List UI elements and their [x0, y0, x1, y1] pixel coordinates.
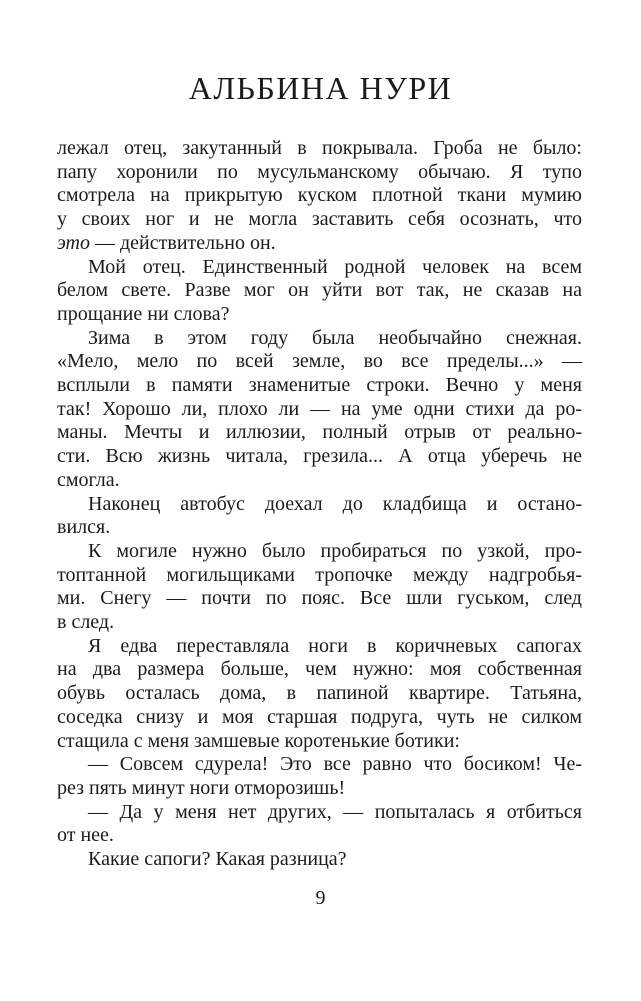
text-line: топтанной могильщиками тропочке между надгробья-: [57, 563, 582, 586]
text-line: всплыли в памяти знаменитые строки. Вечно у меня: [57, 374, 582, 397]
text-line: — Совсем сдурела! Это все равно что босиком! Че-: [88, 753, 582, 776]
text-line: сти. Всю жизнь читала, грезила... А отца уберечь не: [57, 445, 582, 468]
italic-text: это: [57, 231, 90, 254]
text-line: в след.: [57, 611, 115, 634]
paragraph: [57, 256, 582, 327]
text-line: смотрела на прикрытую куском плотной ткани мумию: [57, 184, 582, 207]
text-line: белом свете. Разве мог он уйти вот так, не сказав на: [57, 279, 582, 302]
text-line: [57, 232, 582, 256]
text-line: — Да у меня нет других, — попыталась я отбиться: [88, 800, 582, 823]
text-line: К могиле нужно было пробираться по узкой, про-: [88, 539, 582, 562]
text-line: прощание ни слова?: [57, 302, 230, 325]
paragraph: [57, 327, 582, 493]
paragraph: [57, 635, 582, 754]
paragraph: [57, 493, 582, 540]
text-line: Мой отец. Единственный родной человек на всем: [88, 255, 582, 278]
paragraph: [57, 848, 582, 872]
text-line: Зима в этом году была необычайно снежная.: [88, 326, 582, 349]
text-line: ми. Снегу — почти по пояс. Все шли гуськом, след: [57, 587, 582, 610]
paragraph: [57, 137, 582, 256]
paragraph: [57, 801, 582, 848]
text-segment: — действительно он.: [90, 231, 276, 254]
text-line: папу хоронили по мусульманскому обычаю. Я тупо: [57, 160, 582, 183]
text-line: Какие сапоги? Какая разница?: [88, 848, 347, 871]
text-block: [57, 137, 582, 872]
text-line: вился.: [57, 516, 111, 539]
text-line: Наконец автобус доехал до кладбища и остано-: [88, 492, 582, 515]
paragraph: [57, 540, 582, 635]
text-line: лежал отец, закутанный в покрывала. Гроба не было:: [57, 137, 582, 159]
running-header-author: АЛЬБИНА НУРИ: [188, 70, 453, 106]
text-line: на два размера больше, чем нужно: моя собственная: [57, 658, 582, 681]
text-line: соседка снизу и моя старшая подруга, чуть не силком: [57, 705, 582, 728]
text-line: стащила с меня замшевые коротенькие ботики:: [57, 729, 460, 752]
text-line: у своих ног и не могла заставить себя осознать, что: [57, 208, 582, 231]
text-line: обувь осталась дома, в папиной квартире. Татьяна,: [57, 682, 582, 705]
text-line: «Мело, мело по всей земле, во все пределы...» —: [57, 350, 582, 373]
text-line: от нее.: [57, 824, 114, 847]
text-line: Я едва переставляла ноги в коричневых сапогах: [88, 634, 582, 657]
text-line: смогла.: [57, 468, 120, 491]
text-line: рез пять минут ноги отморозишь!: [57, 776, 346, 799]
text-line: маны. Мечты и иллюзии, полный отрыв от реально-: [57, 421, 582, 444]
paragraph: [57, 753, 582, 800]
text-line: так! Хорошо ли, плохо ли — на уме одни стихи да ро-: [57, 397, 582, 420]
page-number: 9: [315, 887, 326, 909]
